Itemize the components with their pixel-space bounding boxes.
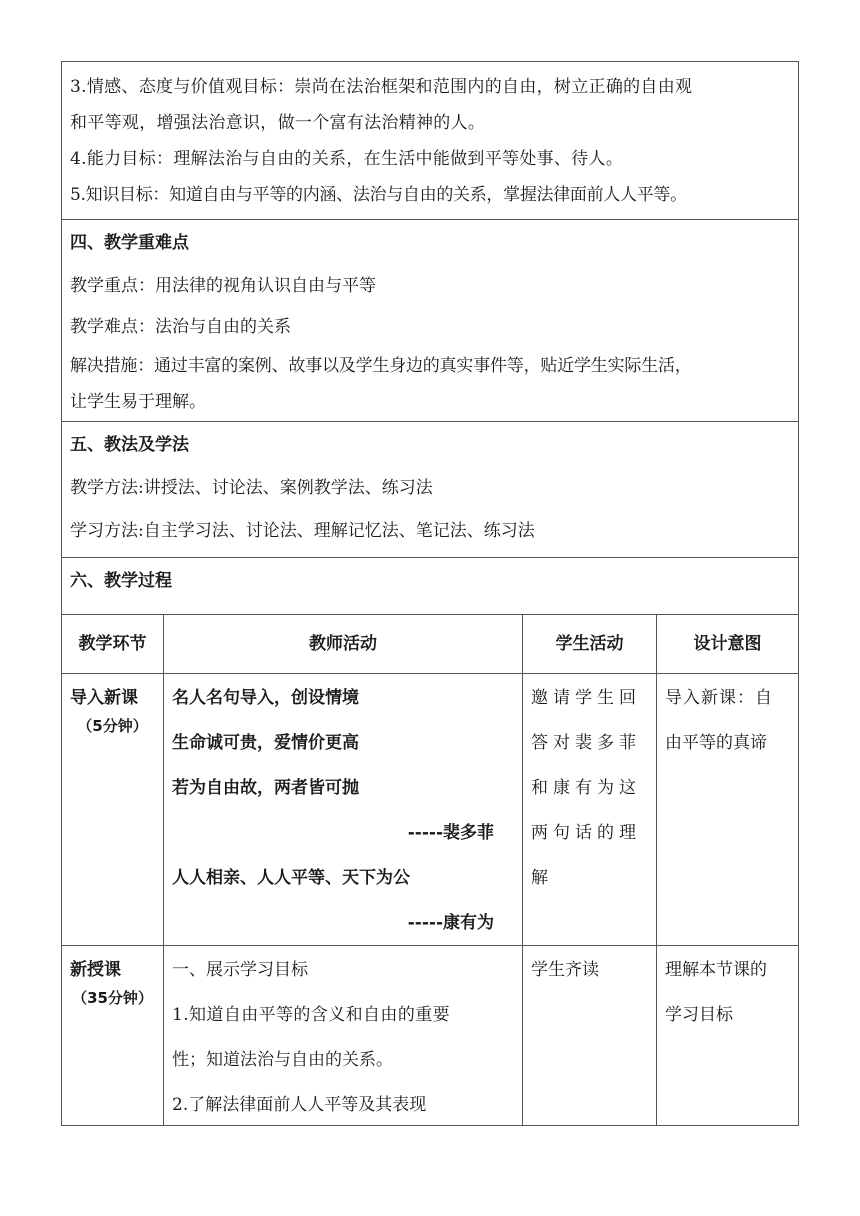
stage-duration: （35分钟） — [72, 989, 153, 1007]
lesson-plan-document — [61, 61, 798, 1126]
methods-heading: 五、教法及学法 — [70, 435, 189, 455]
student-activity-line: 和康有为这 — [531, 778, 641, 798]
teaching-methods: 教学方法:讲授法、讨论法、案例教学法、练习法 — [70, 478, 433, 498]
student-activity-line: 学生齐读 — [531, 960, 599, 980]
table-row — [62, 674, 799, 946]
column-header-stage: 教学环节 — [78, 634, 147, 654]
solution-measures-line1: 解决措施：通过丰富的案例、故事以及学生身边的真实事件等，贴近学生实际生活， — [70, 356, 692, 376]
teacher-activity-line: 一、展示学习目标 — [172, 960, 308, 980]
teacher-activity-line: 人人相亲、人人平等、天下为公 — [172, 868, 410, 888]
column-header-design-intent: 设计意图 — [693, 634, 762, 654]
stage-duration: （5分钟） — [77, 717, 148, 735]
teacher-activity-line: 名人名句导入，创设情境 — [172, 688, 359, 708]
table-row — [62, 946, 799, 1126]
learning-methods: 学习方法:自主学习法、讨论法、理解记忆法、笔记法、练习法 — [70, 521, 535, 541]
teacher-activity-attribution: -----康有为 — [407, 913, 494, 933]
methods-section — [62, 422, 799, 558]
design-intent-line: 学习目标 — [665, 1005, 733, 1025]
lesson-plan-table — [61, 61, 799, 1126]
column-header-teacher-activity: 教师活动 — [309, 634, 377, 654]
column-header-student-activity: 学生活动 — [555, 634, 624, 654]
teacher-activity-line: 2.了解法律面前人人平等及其表现 — [172, 1095, 427, 1115]
teaching-focus: 教学重点：用法律的视角认识自由与平等 — [70, 276, 376, 296]
stage-name: 新授课 — [70, 960, 121, 980]
stage-name: 导入新课 — [70, 688, 138, 708]
teacher-activity-line: 生命诚可贵，爱情价更高 — [172, 733, 359, 753]
process-column-headers — [62, 615, 799, 674]
teacher-activity-attribution: -----裴多菲 — [407, 823, 494, 843]
student-activity-line: 邀请学生回 — [531, 688, 641, 708]
design-intent-line: 理解本节课的 — [665, 960, 767, 980]
process-heading: 六、教学过程 — [70, 571, 172, 591]
student-activity-line: 两句话的理 — [531, 823, 641, 843]
student-activity-line: 答对裴多菲 — [531, 733, 641, 753]
key-points-section — [62, 220, 799, 422]
process-heading-row — [62, 558, 799, 615]
design-intent-line: 由平等的真谛 — [665, 733, 767, 753]
key-points-heading: 四、教学重难点 — [70, 233, 189, 253]
student-activity-line: 解 — [531, 868, 553, 888]
teacher-activity-line: 性；知道法治与自由的关系。 — [172, 1050, 393, 1070]
objectives-section — [62, 62, 799, 220]
objective-ability: 4.能力目标：理解法治与自由的关系，在生活中能做到平等处事、待人。 — [70, 149, 624, 169]
teaching-difficulty: 教学难点：法治与自由的关系 — [70, 317, 291, 337]
teacher-activity-line: 1.知道自由平等的含义和自由的重要 — [172, 1005, 451, 1025]
objective-knowledge: 5.知识目标：知道自由与平等的内涵、法治与自由的关系，掌握法律面前人人平等。 — [70, 185, 687, 205]
solution-measures-line2: 让学生易于理解。 — [70, 392, 206, 412]
objective-emotion-line2: 和平等观，增强法治意识，做一个富有法治精神的人。 — [70, 113, 486, 133]
teacher-activity-line: 若为自由故，两者皆可抛 — [172, 778, 359, 798]
design-intent-line: 导入新课：自 — [665, 688, 773, 708]
objective-emotion-line1: 3.情感、态度与价值观目标：崇尚在法治框架和范围内的自由，树立正确的自由观 — [70, 77, 693, 97]
